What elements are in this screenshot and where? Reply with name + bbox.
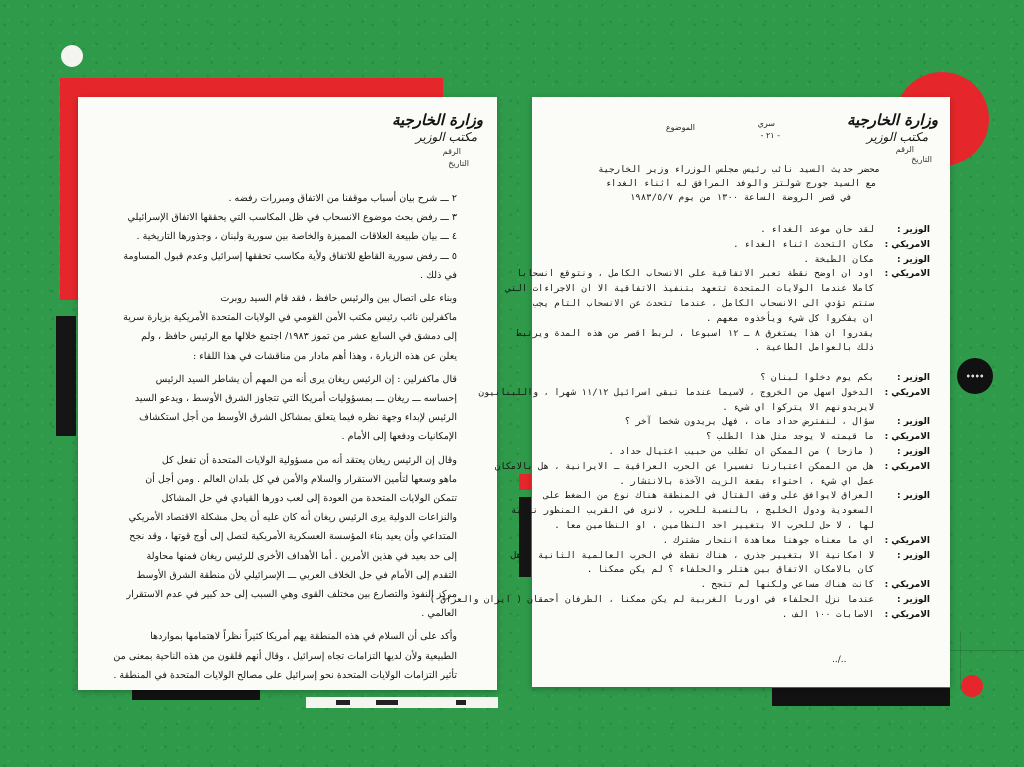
text-line: تتمكن الولايات المتحدة من العودة إلى لعب دورها القيادي في حل المشاكل [161,493,457,505]
dialogue-text: السعودية ودول الخليج ، بالنسبة للحرب ، لانرى في القريب المنظور نهاية [510,506,874,517]
dialogue-row [516,327,930,342]
speaker-label: الوزير : [897,417,930,428]
text-line: العالمي . [421,608,457,620]
black-bar-decoration [772,688,950,706]
dialogue-text: ستتم تؤدي الى الانسحاب الكامل ، عندما تتحدث عن الانسحاب التام يجب [532,298,874,309]
text-line: ٣ ـــ رفض بحث موضوع الانسحاب في ظل المكاسب التي يحققها الاتفاق الإسرائيلي [127,212,457,224]
speaker-label: الامريكي : [884,580,930,591]
speaker-label [874,356,930,371]
text-line: ماكفرلين نائب رئيس مكتب الأمن القومي في الولايات المتحدة الأمريكية بزيارة سرية [123,312,457,324]
text-line: المتداعي وأن يعيد بناء المؤسسة العسكرية الأمريكية لتصل إلى أوج قوتها ، وقد نجح [129,531,457,543]
text-line: ماهو وسعها لتأمين الاستقرار والسلام والأمن في كل بلدان العالم . ومن أجل أن [145,473,457,485]
dialogue-row [562,312,930,327]
text-line: إلى دمشق في السابع عشر من تموز ١٩٨٣/ اجتمع خلالها مع الرئيس حافظ ، ولم [141,331,457,343]
text-line: الإمكانيات ودفعها إلى الأمام . [341,431,457,443]
dialogue-text: سؤال ، لنفترض حداد مات ، فهل يريدون شخصا آخر ؟ [624,417,874,428]
text-line: في ذلك . [419,269,457,281]
ministry-header: وزارة الخارجية [391,111,483,129]
speaker-label: الامريكي : [884,387,930,398]
speaker-label [874,312,930,327]
dialogue-text: لها ، لا حل للحرب الا بتغيير احد النظامين ، او النظامين معا . [554,520,874,531]
speaker-label [874,401,930,416]
continuation-marker: ../.. [832,655,847,665]
speaker-label [874,504,930,519]
speaker-label: الوزير : [897,225,930,235]
speaker-label: الامريكي : [884,432,930,443]
dialogue-text: ( مازحا ) من الممكن ان تطلب من حبيب اغتيال حداد . [608,446,874,457]
dialogue-text: الاصابات ١٠٠ الف . [781,609,874,620]
dialogue-text: ما قيمته لا يوجد مثل هذا الطلب ؟ [706,432,874,443]
white-dot-decoration [61,45,83,67]
text-line: ٥ ـــ رفض سورية القاطع للاتفاق ولأية مكاسب تحققها إسرائيل وعدم قبول المساومة [123,250,457,262]
dialogue-text: لايريدونهم الا يتركوا اي شيء . [722,402,874,413]
text-line: مركز النفوذ والتصارع بين مختلف القوى وهي السبب إلى حد كبير في عدم الاستقرار [126,589,457,601]
dialogue-text: ان يفكروا كل شيء ويأخذوه معهم . [706,313,874,324]
dialogue-text: مكان التحدث اثناء الغداء . [733,239,874,250]
dialogue-row [562,578,930,593]
minutes-title [598,163,880,205]
dialogue-text [562,356,874,371]
classification-label: سري [757,119,775,128]
dialogue-row [510,549,930,564]
dialogue-row [562,475,930,490]
speaker-label: الامريكي : [884,269,930,280]
text-line: إلى حد بعيد في هذين الأمرين . أما الأهداف الأخرى للرئيس ريغان فمنها محاولة [146,550,457,562]
text-line: وقال إن الرئيس ريغان يعتقد أنه من مسؤولية الولايات المتحدة أن تفعل كل [161,454,457,466]
speaker-label [874,341,930,356]
reference-label: الرقم [895,145,914,154]
red-dot-decoration [961,675,983,697]
date-label: التاريخ [911,155,932,164]
office-header: مكتب الوزير [866,130,928,144]
text-line: وأكد على أن السلام في هذه المنطقة يهم أمريكا كثيراً نظراً لاهتمامها بمواردها [150,631,457,643]
dialogue-row [516,267,930,282]
office-header: مكتب الوزير [415,130,477,144]
text-line: قال ماكفرلين : إن الرئيس ريغان يرى أنه من المهم أن يشاطر السيد الرئيس [155,373,457,385]
dialogue-row [562,401,930,416]
dialogue-text: يقدروا ان هذا يستغرق ٨ ـ ١٢ اسبوعا ، لربط اقصر من هذه المدة ويرتبط [516,328,874,339]
speaker-label: الوزير : [897,594,930,605]
text-line: يعلن عن هذه الزيارة ، وهذا أهم مادار من مناقشات في هذا اللقاء : [192,350,457,362]
dialogue-row [562,223,930,238]
speaker-label: الامريكي : [884,461,930,472]
subject-label: الموضوع [665,123,695,132]
dialogue-row [562,563,930,578]
ministry-header: وزارة الخارجية [846,111,938,129]
page-number: - ٢١ - [760,131,780,140]
dialogue-text: اي ما معناه جوهنا معاهدة انتحار مشترك . [662,535,874,546]
dialogue-text: اود ان اوضح نقطة تعبر الاتفاقية على الانسحاب الكامل ، ونتوقع انسحابا [516,269,874,280]
text-line: وبناء على اتصال بين والرئيس حافظ ، فقد قام السيد روبرت [220,293,457,305]
dialogue-row [562,430,930,445]
dialogue-row [562,371,930,386]
red-square-decoration [519,474,531,490]
speaker-label: الامريكي : [884,535,930,546]
speaker-label [874,475,930,490]
reference-label: الرقم [442,147,461,156]
dialogue-row [543,489,930,504]
black-bar-decoration [132,690,260,700]
dialogue-row [494,460,930,475]
dialogue-row [478,386,930,401]
dialogue-text: بكم يوم دخلوا لبنان ؟ [760,372,874,383]
speaker-label: الامريكي : [884,609,930,620]
dialogue-row [532,297,930,312]
dialogue-row [562,415,930,430]
dialogue-text: لا امكانية الا بتغيير جذري ، هناك نقطة في الحرب العالمية الثانية : هل [510,550,874,561]
speaker-label: الوزير : [897,254,930,265]
dialogue-text: عندما نزل الحلفاء في اوربا الغربية لم يكن ممكنا ، الطرفان أحمقان ( ايران والعراق ) [429,594,874,605]
document-body [106,189,457,685]
text-line: ٢ ـــ شرح بيان أسباب موقفنا من الاتفاق ومبررات رفضه . [228,193,457,204]
dialogue-row [505,282,930,297]
dialogue-text: ذلك بالعوامل الطاعية . [754,343,874,354]
text-line: تأثير التزامات الولايات المتحدة نحو إسرائيل على مصالح الولايات المتحدة في المنطقة . [113,669,457,681]
grid-line-decoration [960,630,961,690]
dialogue-row [510,504,930,519]
dialogue-text: كاملا عندما الولايات المتحدة تتعهد بتنفيذ الاتفاقية الا ان الاجراءات التي [505,284,874,295]
dialogue-row [562,341,930,356]
dialogue-row [562,253,930,268]
title-line: محضر حديث السيد نائب رئيس مجلس الوزراء وزير الخارجية [598,165,880,175]
dialogue-text: مكان الطبخة . [803,254,874,265]
dialogue-text: هل من الممكن اعتبارنا تفسيرا عن الحرب العراقية ـ الايرانية ، هل بالامكان [494,461,874,472]
dialogue-row [562,608,930,623]
dialogue-row [562,356,930,371]
speaker-label: الوزير : [897,446,930,457]
dialogue-row [562,238,930,253]
dialogue-text: عمل اي شيء ، احتواء بقعة الزيت الآخذة بالانتشار . [619,476,874,487]
text-line: الرئيس لإبداء وجهة نظره فيما يتعلق بمشاكل الشرق الأوسط من أجل استكشاف [139,412,457,424]
more-dots-icon [957,358,993,394]
dialogue-text: لقد حان موعد الغداء . [760,225,874,235]
speaker-label: الوزير : [897,550,930,561]
dialogue-text: العراق لايوافق على وقف القتال في المنطقة هناك نوع من الضغط على [543,491,874,502]
dialogue-text: كان بالامكان الاتفاق بين هتلر والحلفاء ؟ لم يكن ممكنا . [586,565,874,576]
speaker-label: الوزير : [897,372,930,383]
dialogue-text: كانت هناك مساعي ولكنها لم تنجح . [700,580,874,591]
speaker-label [874,282,930,297]
speaker-label [874,327,930,342]
text-line: التقدم إلى الأمام في حل الخلاف العربي ـــ الإسرائيلي لأن منطقة الشرق الأوسط [136,569,457,581]
text-line: الطبيعية ولأن لديها التزامات تجاه إسرائيل ، وقال أنهم قلقون من هذه الناحية بمعنى من [113,650,457,662]
dialogue-text: الدخول اسهل من الخروج ، لاسيما عندما تبقى اسرائيل ١١/١٢ شهرا ، واللبنانيون [478,387,874,398]
dialogue-row [562,534,930,549]
speaker-label [874,297,930,312]
speaker-label [874,519,930,534]
dialogue-row [554,519,930,534]
speaker-label: الامريكي : [884,239,930,250]
dialogue-row [562,445,930,460]
white-strip-decoration [306,697,498,708]
title-line: في قصر الروضة الساعة ١٣٠٠ من يوم ١٩٨٣/٥/٧ [629,193,853,203]
title-line: مع السيد جورج شولتز والوفد المرافق له اثناء الغداء [605,179,877,189]
speaker-label: الوزير : [897,491,930,502]
text-line: ٤ ـــ بيان طبيعة العلاقات المميزة والخاصة بين سورية ولبنان ، وجذورها التاريخية . [136,231,457,243]
text-line: والنزاعات الدولية يرى الرئيس ريغان أنه كان عليه أن يحل مشكلة الاقتصاد الأمريكي [128,512,457,524]
black-bar-decoration [56,316,76,436]
date-label: التاريخ [448,159,469,168]
text-line: إحساسه ـــ ريغان ـــ بمسؤوليات أمريكا التي تتجاوز الشرق الأوسط ، ويدعو السيد [134,393,457,405]
speaker-label [874,563,930,578]
dialogue-row [429,593,930,608]
